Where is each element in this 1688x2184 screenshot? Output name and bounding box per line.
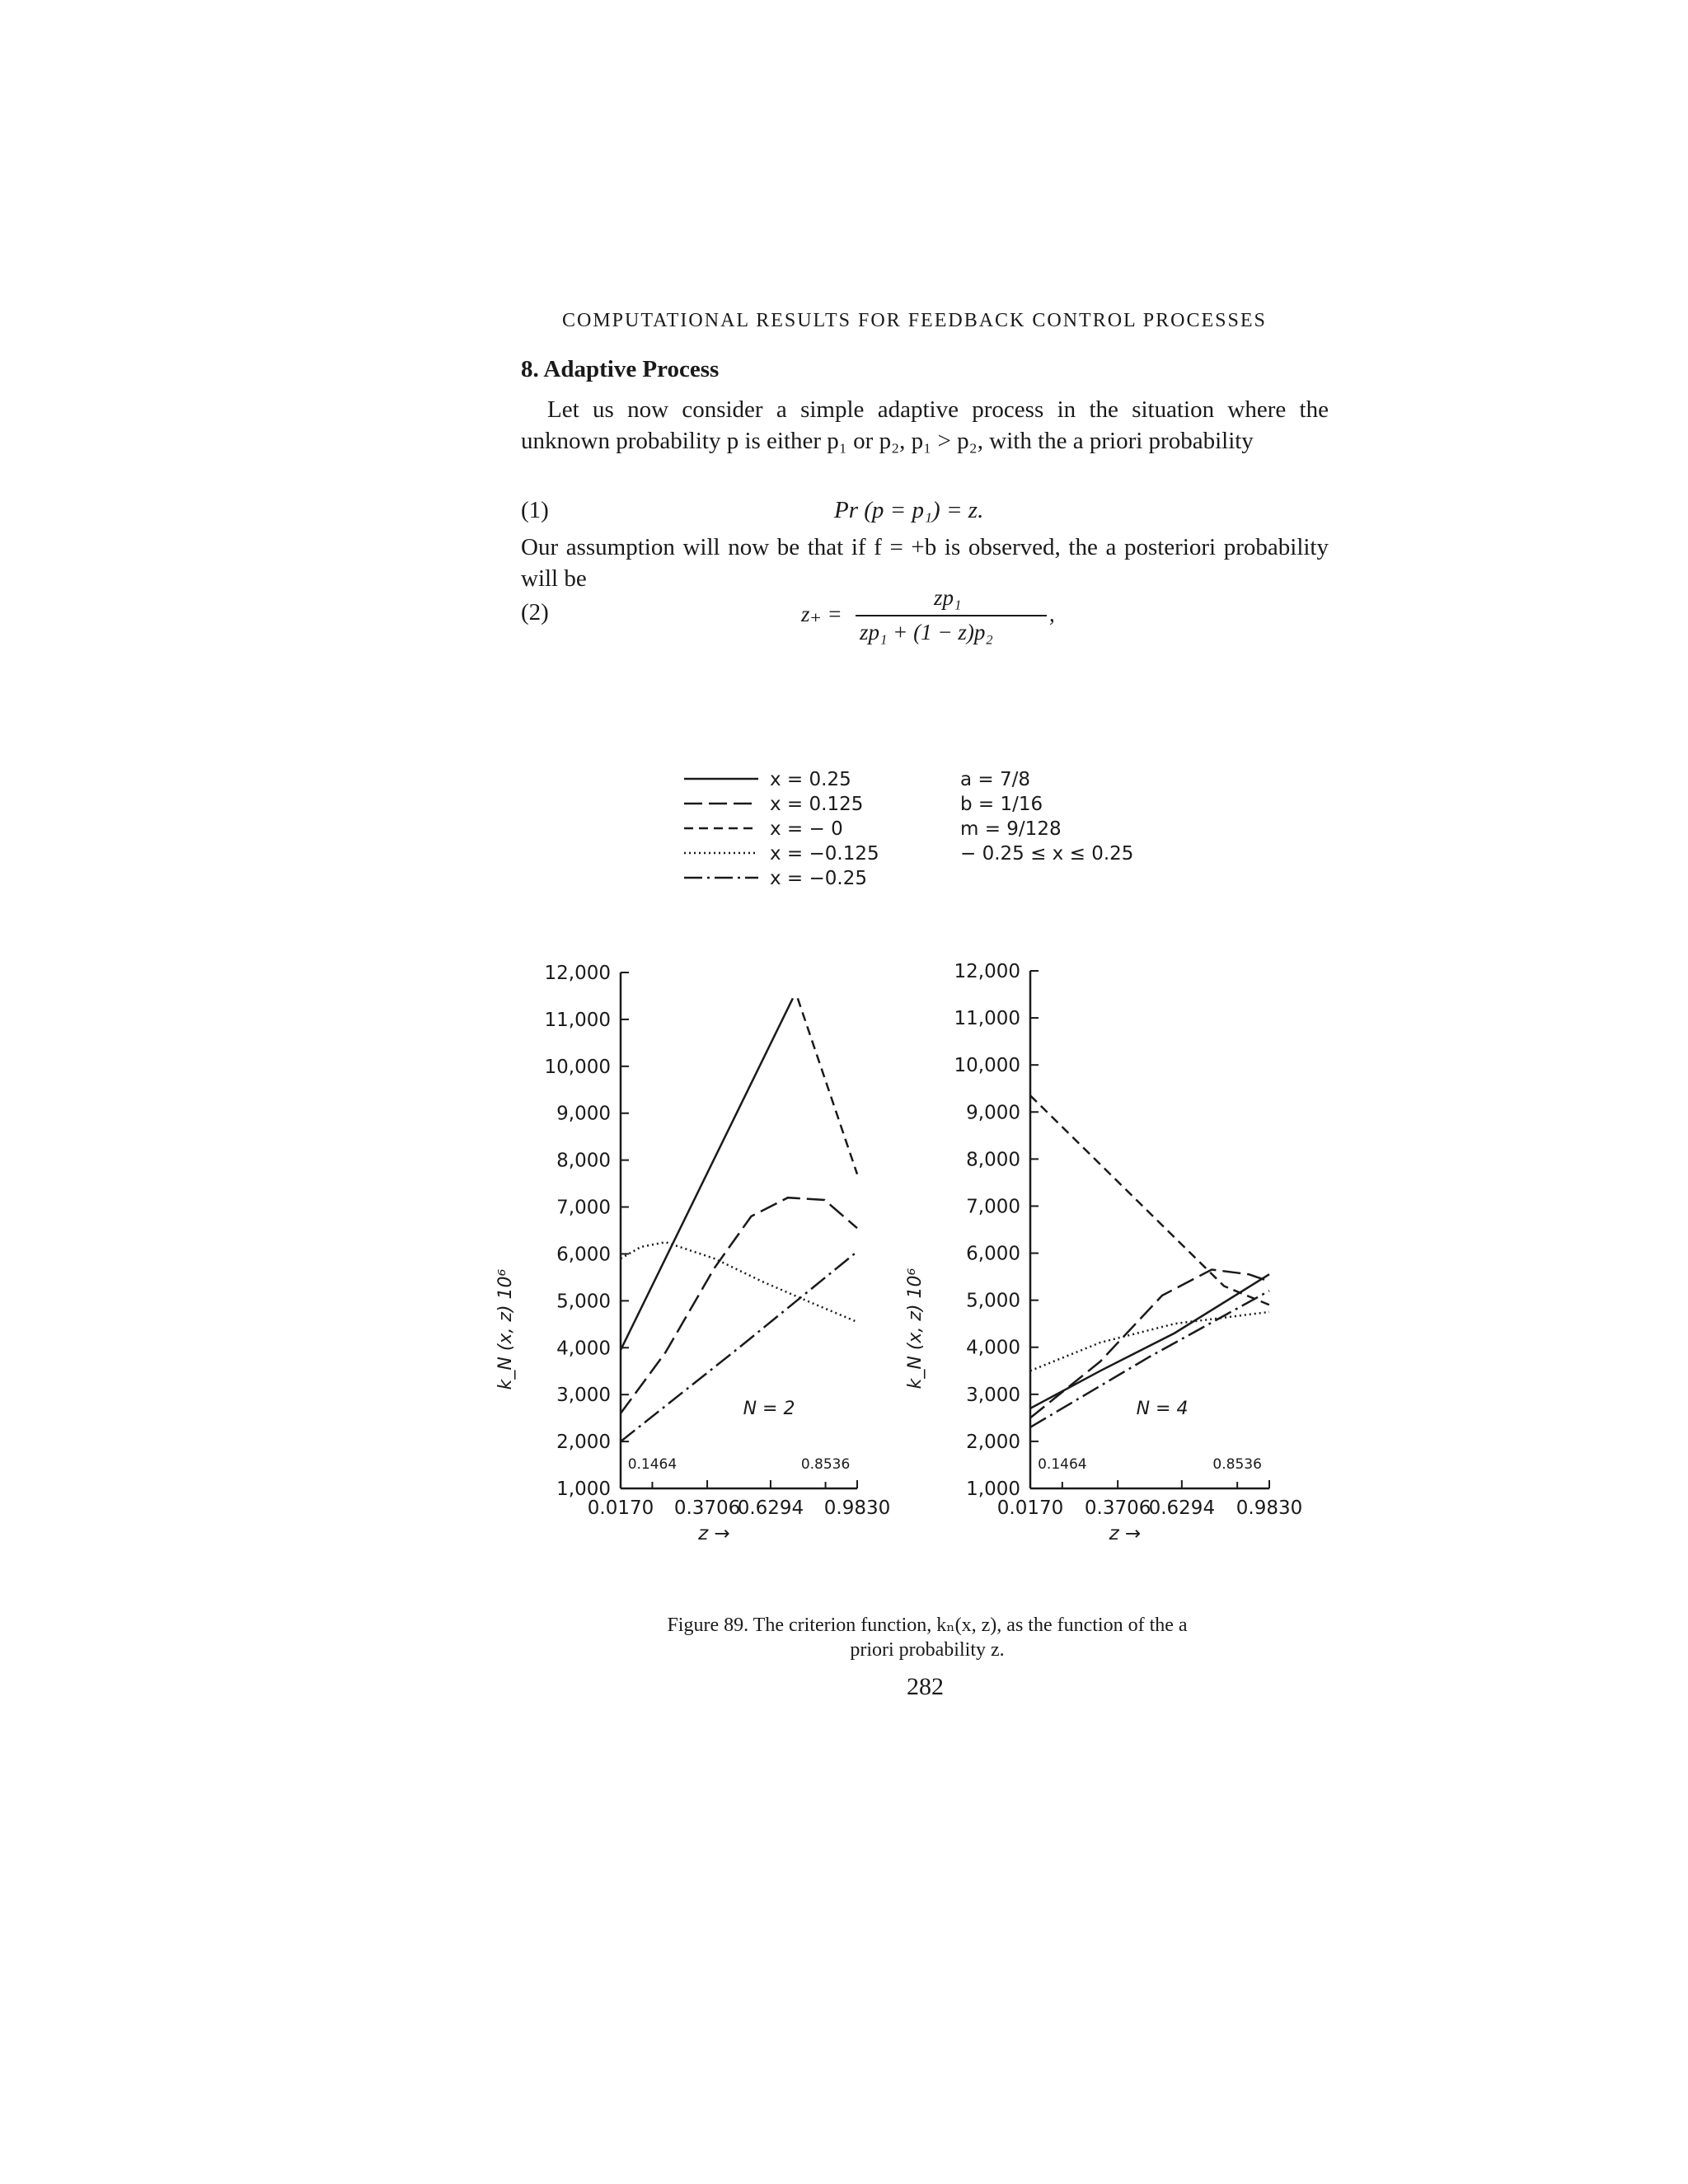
panel-2-x-tick-label-3: 0.9830 — [1236, 1497, 1303, 1519]
panel-1-series-4 — [621, 1252, 857, 1442]
panel-1-y-tick-label-1: 2,000 — [556, 1432, 611, 1454]
panel-1-annotation: N = 2 — [743, 1399, 795, 1419]
caption-line-2: priori probability z. — [850, 1639, 1005, 1661]
panel-2-y-axis-label: k_N (x, z) 10⁶ — [905, 1268, 926, 1390]
panel-2-y-tick-label-1: 2,000 — [966, 1431, 1020, 1453]
panel-1-series-0 — [621, 998, 793, 1350]
panel-2-series-2 — [1030, 1095, 1269, 1305]
panel-1-series-1 — [621, 1197, 857, 1413]
equation-2-comma: , — [1049, 602, 1055, 626]
panel-2-y-tick-label-3: 4,000 — [966, 1337, 1020, 1359]
panel-1-y-tick-label-3: 4,000 — [556, 1338, 611, 1360]
page-number: 282 — [907, 1673, 944, 1700]
panel-2-y-tick-label-6: 7,000 — [966, 1196, 1020, 1218]
panel-2-x-axis-label: z → — [1109, 1523, 1142, 1544]
equation-2-denominator: zp₁ + (1 − z)p₂ — [860, 620, 993, 644]
panel-2-x-tick-label-1: 0.3706 — [1084, 1497, 1151, 1519]
running-head: COMPUTATIONAL RESULTS FOR FEEDBACK CONTROL PROCESSES — [562, 310, 1267, 331]
equation-2-lhs: z₊ = — [801, 602, 842, 626]
panel-1-series-2 — [798, 998, 857, 1174]
panel-1-inner-x-tick-label-1: 0.8536 — [800, 1456, 851, 1473]
panel-1-y-tick-label-7: 8,000 — [556, 1150, 611, 1172]
panel-1-x-tick-label-1: 0.3706 — [673, 1497, 741, 1519]
panel-1-x-tick-label-2: 0.6294 — [737, 1497, 804, 1519]
legend-label-2: x = − 0 — [770, 818, 843, 840]
parameter-3: − 0.25 ≤ x ≤ 0.25 — [960, 843, 1134, 865]
panel-1-y-tick-label-6: 7,000 — [556, 1197, 611, 1219]
panel-2-y-tick-label-5: 6,000 — [966, 1243, 1020, 1265]
panel-1-y-tick-label-2: 3,000 — [556, 1385, 611, 1407]
panel-2-series-0 — [1030, 1274, 1269, 1408]
panel-1-y-tick-label-8: 9,000 — [556, 1103, 611, 1125]
panel-2-y-tick-label-11: 12,000 — [954, 961, 1020, 982]
panel-2-series-1 — [1030, 1270, 1269, 1418]
panel-2-inner-x-tick-label-1: 0.8536 — [1212, 1456, 1262, 1473]
equation-1-number: (1) — [521, 497, 549, 523]
panel-1-series-3 — [621, 1242, 857, 1322]
panel-2-y-tick-label-2: 3,000 — [966, 1384, 1020, 1406]
equation-1: Pr (p = p₁) = z. — [834, 497, 984, 523]
panel-1-y-tick-label-10: 11,000 — [544, 1009, 611, 1031]
panel-1-y-axis-label: k_N (x, z) 10⁶ — [495, 1268, 516, 1390]
panel-2-x-tick-label-2: 0.6294 — [1148, 1497, 1216, 1519]
equation-2-number: (2) — [521, 599, 549, 626]
panel-1-inner-x-tick-label-0: 0.1464 — [627, 1456, 678, 1473]
figure-caption — [602, 1613, 1253, 1662]
panel-2-x-tick-label-0: 0.0170 — [996, 1497, 1064, 1519]
legend-label-3: x = −0.125 — [770, 843, 879, 865]
panel-2-annotation: N = 4 — [1136, 1399, 1189, 1419]
legend-label-1: x = 0.125 — [770, 794, 864, 815]
panel-1-x-tick-label-3: 0.9830 — [823, 1497, 891, 1519]
panel-1-y-tick-label-0: 1,000 — [556, 1479, 611, 1500]
panel-2-inner-x-tick-label-0: 0.1464 — [1038, 1456, 1087, 1473]
panel-1-y-tick-label-4: 5,000 — [556, 1291, 611, 1313]
paragraph-2: Our assumption will now be that if f = +b is observed, the a posteriori probability will be — [521, 534, 1329, 592]
panel-1-x-tick-label-0: 0.0170 — [587, 1497, 654, 1519]
panel-2-y-tick-label-7: 8,000 — [966, 1149, 1020, 1171]
parameter-0: a = 7/8 — [960, 769, 1031, 790]
caption-line-1: Figure 89. The criterion function, kₙ(x, z), as the function of the a — [667, 1615, 1188, 1636]
panel-1-x-axis-label: z → — [698, 1523, 730, 1544]
equation-2-numerator: zp₁ — [934, 585, 962, 610]
panel-1-y-tick-label-5: 6,000 — [556, 1244, 611, 1266]
legend-label-4: x = −0.25 — [770, 868, 867, 889]
parameter-1: b = 1/16 — [960, 794, 1043, 815]
panel-2-y-tick-label-9: 10,000 — [954, 1055, 1020, 1077]
panel-2-y-tick-label-4: 5,000 — [966, 1290, 1020, 1312]
paragraph-1: Let us now consider a simple adaptive process in the situation where the unknown probability p is either p₁ or p₂, p₁ > p₂, with the a priori probability — [521, 396, 1329, 454]
panel-1-y-tick-label-9: 10,000 — [544, 1056, 611, 1078]
panel-2-y-tick-label-8: 9,000 — [966, 1102, 1020, 1124]
panel-2-y-tick-label-10: 11,000 — [954, 1008, 1020, 1030]
panel-2-series-3 — [1030, 1312, 1269, 1371]
panel-1-y-tick-label-11: 12,000 — [544, 963, 611, 984]
parameter-2: m = 9/128 — [960, 818, 1062, 840]
panel-2-y-tick-label-0: 1,000 — [966, 1479, 1020, 1500]
section-title: 8. Adaptive Process — [521, 356, 720, 382]
legend-label-0: x = 0.25 — [770, 769, 851, 790]
